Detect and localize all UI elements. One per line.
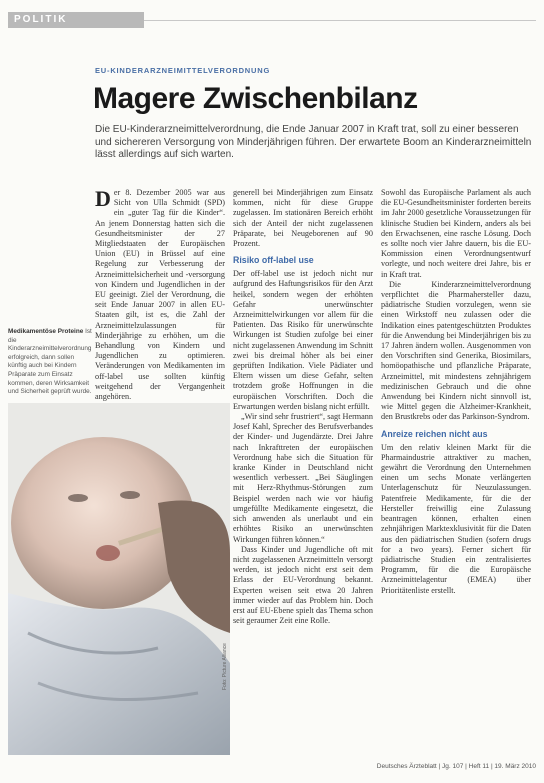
paragraph: Die Kinderarzneimittelverordnung verpflichtet die Pharmahersteller dazu, pädiatrische Studien vorzulegen, wenn sie einen Wirkstoff neu zulassen oder die Indikation eines patentgeschützten Produktes für die Anwendung bei Minderjährigen bis zu 17 Jahren ändern wollen. Ausgenommen von den Vorschriften sind Generika, Biosimilars, homöopathische und pflanzliche Präparate, Arzneimittel, mit mindestens zehnjährigem medizinischen Gebrauch und die ohne Anwendung bei Kindern nicht sinnvoll ist, wie Mittel gegen die Alzheimer-Krankheit, den Brustkrebs oder das Parkinson-Syndrom. (381, 279, 531, 422)
article-photo (8, 403, 230, 755)
header-rule (144, 20, 536, 21)
lead-paragraph: Die EU-Kinderarzneimittelverordnung, die Ende Januar 2007 in Kraft trat, soll zu einer besseren und sichereren Versorgung von Minderjährigen führen. Der erwartete Boom an Kinderarzneimitteln lässt allerdings auf sich warten. (95, 124, 532, 160)
photo-caption (8, 328, 92, 397)
caption-label: Medikamentöse Proteine (8, 328, 84, 335)
article-column-3 (381, 188, 531, 753)
paragraph (95, 188, 225, 402)
paragraph: Sowohl das Europäische Parlament als auch die EU-Gesundheitsminister forderten bereits im Jahr 2000 gesetzliche Voraussetzungen für klinische Studien bei Kindern, anders als bei den Erwachsenen, eine rasche Lösung. Doch es sollte noch vier Jahre dauern, bis die EU-Kommission einen Verordnungsentwurf vorlegte, und noch weitere drei Jahre, bis er in Kraft trat. (381, 188, 531, 279)
caption-text: Ist die Kinderarzneimittelverordnung erfolgreich, dann sollen künftig auch bei Kindern Präparate zum Einsatz kommen, deren Wirksamkeit und Sicherheit geprüft wurde. (8, 328, 92, 396)
paragraph: generell bei Minderjährigen zum Einsatz kommen, nicht für diese Gruppe zugelassen. Im stationären Bereich erhöht sich der Anteil der nicht zugelassenen Präparate, bei Neugeborenen auf 90 Prozent. (233, 188, 373, 249)
section-label: POLITIK (8, 12, 144, 28)
photo-credit: Foto: Picture Alliance (222, 643, 228, 690)
paragraph: Um den relativ kleinen Markt für die Pharmaindustrie attraktiver zu machen, gewährt die Verordnung den Unternehmen einen um sechs Monate verlängerten Unterlagenschutz für Neuzulassungen. Patentfreie Medikamente, für die der Hersteller freiwillig eine Zulassung beantragen können, erhalten einen zehnjährigen Marktexklusivität für die Daten aus den pädiatrischen Studien (sofern drugs for a two years). Ferner sichert für pädiatrische Studien ein zentralisiertes Programm, für die die Europäische Arzneimittelagentur (EMEA) über Prioritätenliste erstellt. (381, 442, 531, 595)
paragraph: Der off-label use ist jedoch nicht nur aufgrund des Haftungsrisikos für den Arzt heikel, sondern wegen der erhöhten Gefahr unerwünschter Arzneimittelwirkungen vor allem für die Patienten. Das Risiko für unerwünschte Wirkungen ist Studien zufolge bei einer nicht zugelassenen Anwendung im Schnitt zwei bis dreimal höher als bei einer geprüften Indikation. Viele Pädiater und Eltern wissen um diese Gefahr, selten trotzdem große Hoffnungen in die europäischen Vorschriften. Doch die Erwartungen werden bislang nicht erfüllt. (233, 269, 373, 411)
paragraph: Dass Kinder und Jugendliche oft mit nicht zugelassenen Arzneimitteln versorgt werden, ist jedoch nicht erst seit dem Erlass der EU-Verordnung bekannt. Experten weisen seit etwa 20 Jahren immer wieder auf das Problem hin. Doch erst auf EU-Ebene spielt das Thema schon seit geraumer Zeit eine Rolle. (233, 544, 373, 626)
article-column-2 (233, 188, 373, 753)
baby-photo-illustration (8, 403, 230, 755)
article-column-1 (95, 188, 225, 400)
subheading: Anreize reichen nicht aus (381, 428, 488, 439)
headline: Magere Zwischenbilanz (93, 82, 418, 115)
page-footer: Deutsches Ärzteblatt | Jg. 107 | Heft 11 | 19. März 2010 (376, 763, 536, 770)
dropcap: D (95, 186, 111, 211)
subheading: Risiko off-label use (233, 255, 314, 266)
kicker: EU-KINDERARZNEIMITTELVERORDNUNG (95, 66, 271, 75)
paragraph: „Wir sind sehr frustriert“, sagt Hermann Josef Kahl, Sprecher des Berufsverbandes der Kinder- und Jugendärzte. Drei Jahre nach Inkrafttreten der europäischen Verordnung habe sich die Situation für kranke Kinder in Deutschland nicht wesentlich verbessert. „Bei Säuglingen mit Herz-Rhythmus-Störungen zum Beispiel werden nach wie vor häufig umgefüllte Medikamente eingesetzt, die sich anwenden als unerlaubt und ein erhöhtes Risiko an unerwünschten Wirkungen führen können.“ (233, 412, 373, 544)
paragraph-text: er 8. Dezember 2005 war aus Sicht von Ulla Schmidt (SPD) ein „guter Tag für die Kinder“. An jenem Donnerstag hatten sich die Gesundheitsminister der 27 Mitgliedstaaten der Europäischen Union (EU) in Brüssel auf eine Regelung zur Verbesserung der Arzneimittelsicherheit und -versorgung von Kindern und Jugendlichen in der EU geeinigt. Ziel der Verordnung, die seit Ende Januar 2007 in allen EU-Staaten gilt, ist es, die Zahl der Arzneimittelzulassungen für Minderjährige zu erhöhen, um die Behandlung von Kindern und Jugendlichen zu optimieren. Veränderungen von Medikamenten im off-label use sollten künftig weitgehend der Vergangenheit angehören. (95, 188, 225, 402)
